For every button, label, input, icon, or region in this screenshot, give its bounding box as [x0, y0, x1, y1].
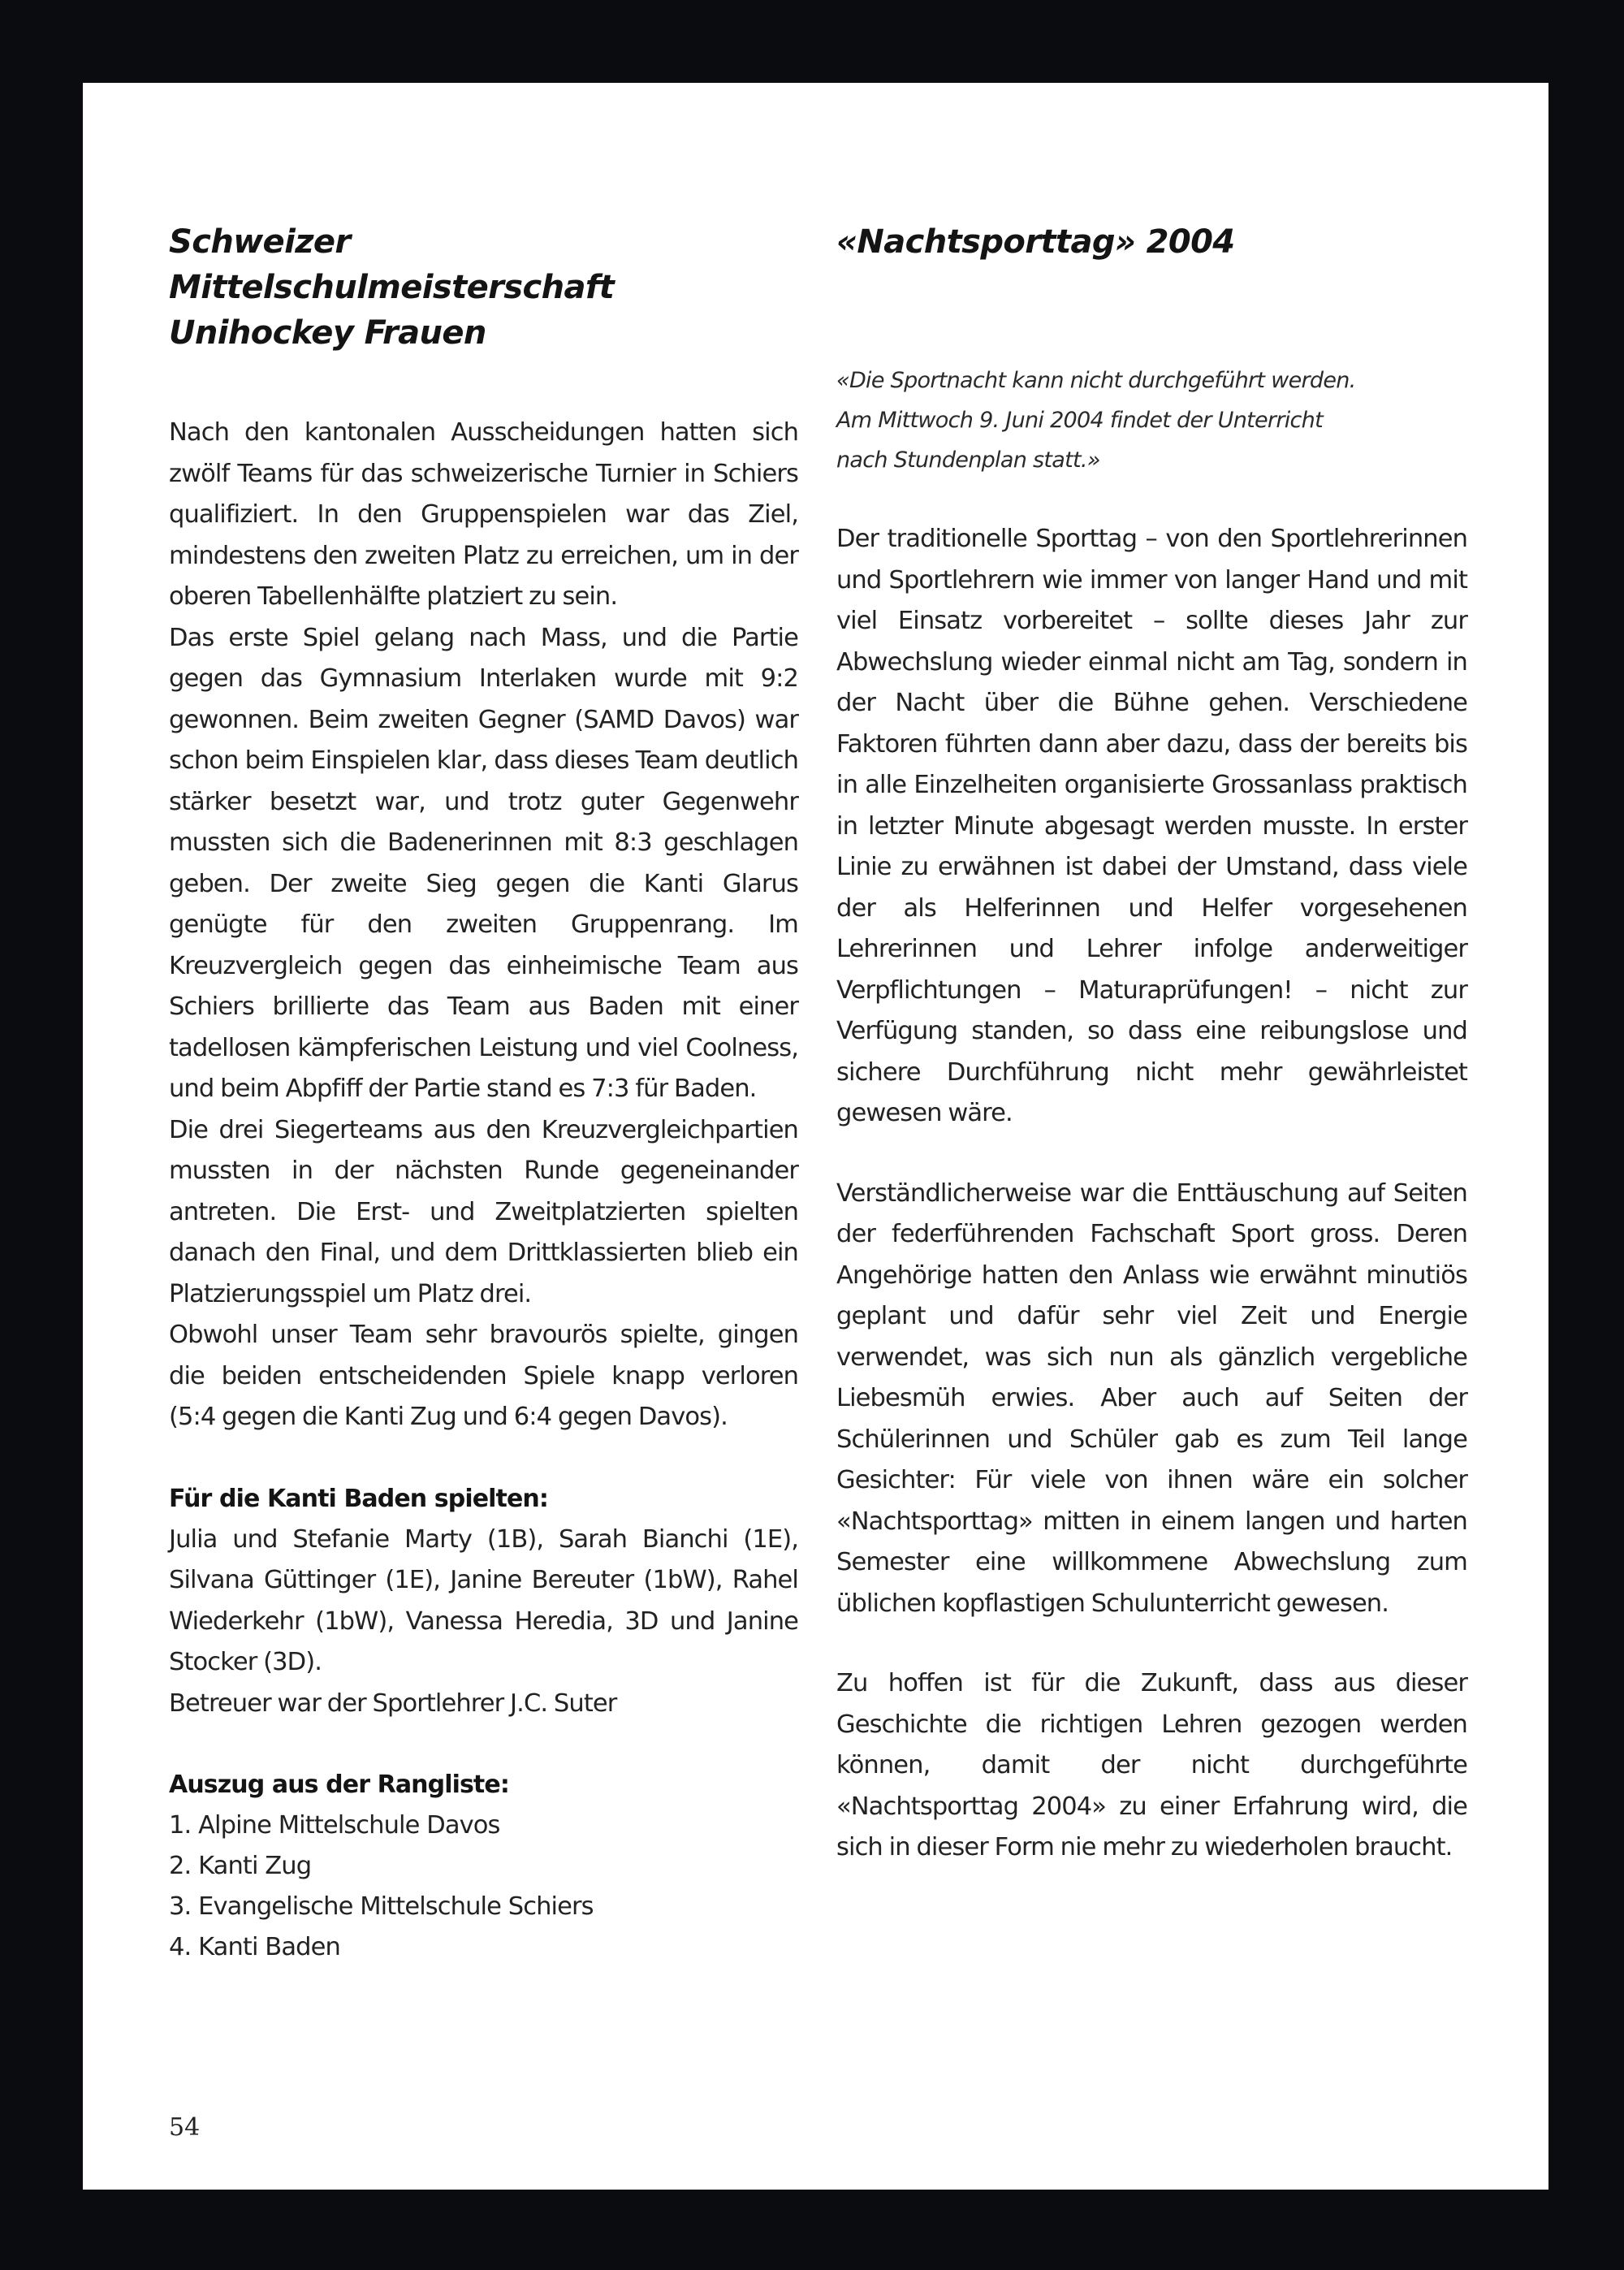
ranking-item: 3. Evangelische Mittelschule Schiers: [169, 1892, 594, 1921]
paragraph: Verständlicherweise war die Enttäuschung auf Seiten der federführenden Fachschaft Sport gross. Deren Angehörige hatten den Anlass wie erwähnt minutiös geplant und dafür sehr viel Zeit und Energie verwendet, was sich nun als gänzlich vergebliche Liebesmüh erwies. Aber auch auf Seiten der Schülerinnen und Schüler gab es zum Teil lange Gesichter: Für viele von ihnen wäre ein solcher «Nachtsporttag» mitten in einem langen und harten Semester eine willkommene Abwechslung zum üblichen kopflastigen Schulunterricht gewesen.: [836, 1178, 1467, 1618]
paragraph: Das erste Spiel gelang nach Mass, und die Partie gegen das Gymnasium Interlaken wurde mit 9:2 gewonnen. Beim zweiten Gegner (SAMD Davos) war schon beim Einspielen klar, dass dieses Team deutlich stärker besetzt war, und trotz guter Gegenwehr mussten sich die Badenerinnen mit 8:3 geschlagen geben. Der zweite Sieg gegen die Kanti Glarus genügte für den zweiten Gruppenrang. Im Kreuzvergleich gegen das einheimische Team aus Schiers brillierte das Team aus Baden mit einer tadellosen kämpferischen Leistung und viel Coolness, und beim Abpfiff der Partie stand es 7:3 für Baden.: [169, 623, 798, 1103]
paragraph: Der traditionelle Sporttag – von den Sportlehrerinnen und Sportlehrern wie immer von langer Hand und mit viel Einsatz vorbereitet – sollte dieses Jahr zur Abwechslung wieder einmal nicht am Tag, sondern in der Nacht über die Bühne gehen. Verschiedene Faktoren führten dann aber dazu, dass der bereits bis in alle Einzelheiten organisierte Grossanlass praktisch in letzter Minute abgesagt werden musste. In erster Linie zu erwähnen ist dabei der Umstand, dass viele der als Helferinnen und Helfer vorgesehenen Lehrerinnen und Lehrer infolge anderweitiger Verpflichtungen – Maturaprüfungen! – nicht zur Verfügung standen, so dass eine reibungslose und sichere Durchführung nicht mehr gewährleistet gewesen wäre.: [836, 525, 1467, 1127]
article-title: [169, 219, 798, 356]
paragraph: Die drei Siegerteams aus den Kreuzvergleichpartien mussten in der nächsten Runde gegeneinander antreten. Die Erst- und Zweitplatzierten spielten danach den Final, und dem Drittklassierten blieb ein Platzierungsspiel um Platz drei.: [169, 1115, 798, 1308]
ranking-list: [169, 1805, 798, 1968]
lede-line: nach Stundenplan statt.»: [836, 448, 1100, 473]
lede-quote: [836, 361, 1467, 480]
ranking-item: 2. Kanti Zug: [169, 1852, 312, 1880]
players-list: Julia und Stefanie Marty (1B), Sarah Bianchi (1E), Silvana Güttinger (1E), Janine Bereuter (1bW), Rahel Wiederkehr (1bW), Vanessa Heredia, 3D und Janine Stocker (3D).: [169, 1524, 798, 1676]
article-nachtsporttag: [836, 219, 1467, 1869]
title-line-2: Unihockey Frauen: [169, 314, 486, 352]
lede-line: «Die Sportnacht kann nicht durchgeführt werden.: [836, 368, 1356, 393]
ranking-item: 1. Alpine Mittelschule Davos: [169, 1811, 500, 1840]
ranking-heading: Auszug aus der Rangliste:: [169, 1771, 509, 1799]
title-line-1: Schweizer Mittelschulmeisterschaft: [169, 223, 615, 306]
article-unihockey: [169, 219, 798, 1968]
document-page: [83, 83, 1548, 2190]
paragraph: Nach den kantonalen Ausscheidungen hatten sich zwölf Teams für das schweizerische Turnier in Schiers qualifiziert. In den Gruppenspielen war das Ziel, mindestens den zweiten Platz zu erreichen, um in der oberen Tabellenhälfte platziert zu sein.: [169, 418, 798, 611]
paragraph: Zu hoffen ist für die Zukunft, dass aus dieser Geschichte die richtigen Lehren gezogen werden können, damit der nicht durchgeführte «Nachtsporttag 2004» zu einer Erfahrung wird, die sich in dieser Form nie mehr zu wiederholen braucht.: [836, 1669, 1467, 1861]
coach-note: Betreuer war der Sportlehrer J.C. Suter: [169, 1688, 617, 1718]
paragraph: Obwohl unser Team sehr bravourös spielte, gingen die beiden entscheidenden Spiele knapp verloren (5:4 gegen die Kanti Zug und 6:4 gegen Davos).: [169, 1321, 798, 1431]
article-title: «Nachtsporttag» 2004: [836, 223, 1235, 261]
page-number: 54: [169, 2113, 201, 2142]
ranking-item: 4. Kanti Baden: [169, 1933, 340, 1961]
players-heading: Für die Kanti Baden spielten:: [169, 1484, 548, 1513]
lede-line: Am Mittwoch 9. Juni 2004 findet der Unterricht: [836, 408, 1323, 433]
